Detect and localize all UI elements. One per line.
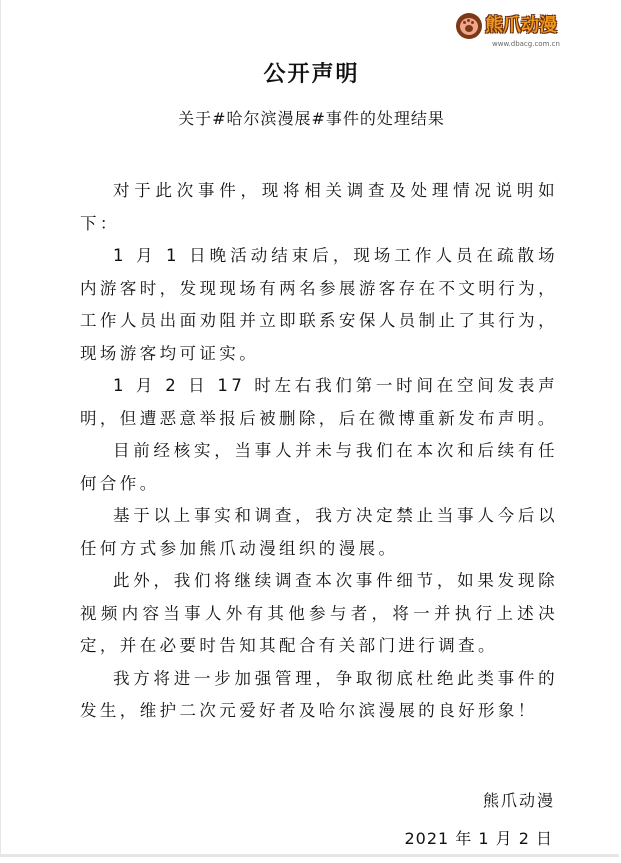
signature: 熊爪动漫 [482,791,555,810]
paragraph-closing: 我方将进一步加强管理，争取彻底杜绝此类事件的发生，维护二次元爱好者及哈尔滨漫展的良好形象！ [80,668,558,720]
logo-name: 熊爪动漫 [485,15,557,36]
paw-icon [456,13,482,39]
page-subtitle: 关于#哈尔滨漫展#事件的处理结果 [178,109,445,128]
paragraph-incident: 1 月 1 日晚活动结束后，现场工作人员在疏散场内游客时，发现现场有两名参展游客存在不文明行为，工作人员出面劝阻并立即联系安保人员制止了其行为，现场游客均可证实。 [80,246,558,363]
logo-url: www.dbacg.com.cn [492,40,560,48]
paragraph-verification: 目前经核实，当事人并未与我们在本次和后续有任何合作。 [80,441,558,493]
page-title: 公开声明 [263,61,360,87]
paragraph-intro: 对于此次事件，现将相关调查及处理情况说明如下： [80,181,558,233]
paragraph-ban: 基于以上事实和调查，我方决定禁止当事人今后以任何方式参加熊爪动漫组织的漫展。 [80,506,558,558]
paragraph-investigation: 此外，我们将继续调查本次事件细节，如果发现除视频内容当事人外有其他参与者，将一并执行上述决定，并在必要时告知其配合有关部门进行调查。 [80,571,558,655]
paragraph-statement: 1 月 2 日 17 时左右我们第一时间在空间发表声明，但遭恶意举报后被删除，后在微博重新发布声明。 [80,376,558,428]
brand-logo [456,9,576,49]
statement-date: 2021 年 1 月 2 日 [404,829,553,848]
statement-body [80,175,558,728]
